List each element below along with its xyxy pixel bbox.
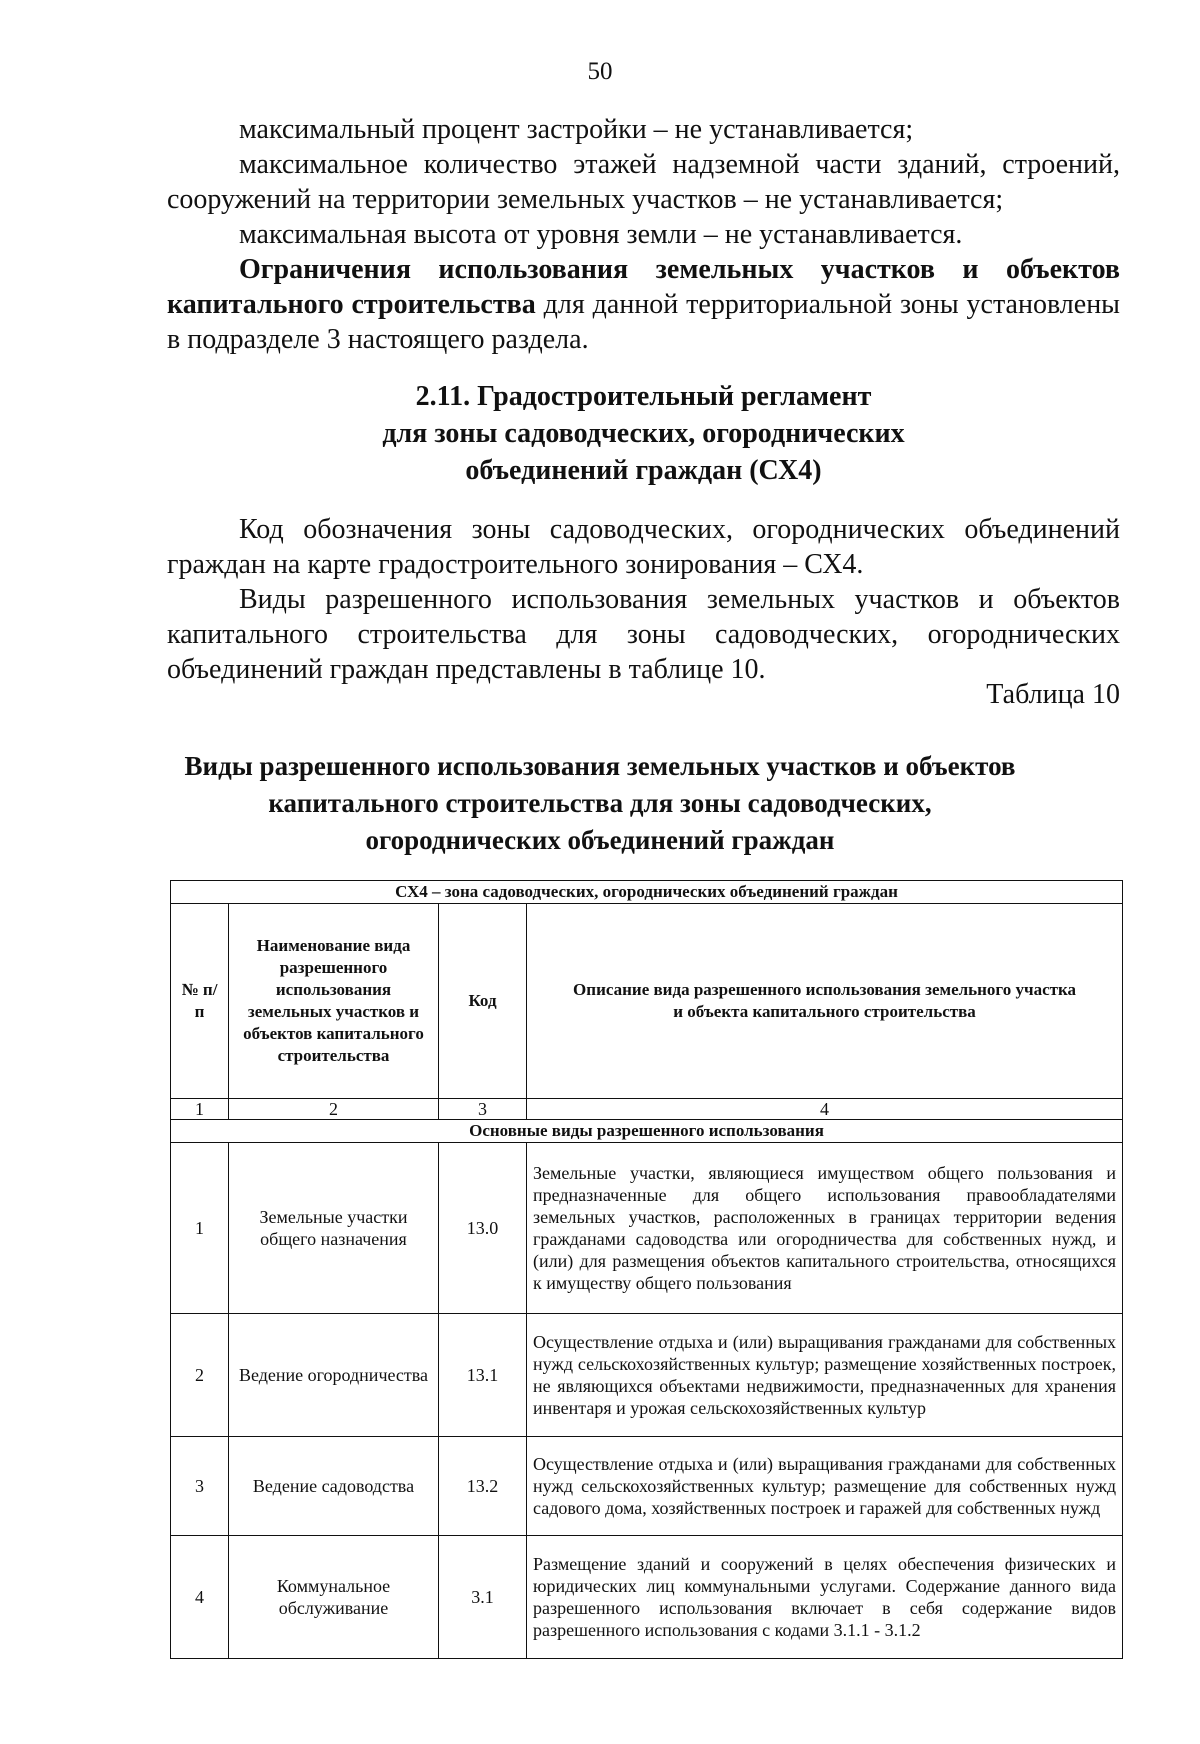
- row-num: 4: [171, 1536, 229, 1659]
- table-title-line-3: огороднических объединений граждан: [365, 825, 835, 855]
- row-num: 3: [171, 1437, 229, 1536]
- table-row: [171, 1437, 1123, 1536]
- intro-height: максимальная высота от уровня земли – не устанавливается.: [239, 219, 963, 250]
- row-num: 2: [171, 1314, 229, 1437]
- intro-floors: максимальное количество этажей надземной части зданий, строений, сооружений на территории земельных участков – не устанавливается;: [167, 149, 1120, 215]
- header-num: № п/п: [171, 904, 229, 1099]
- intro-block: [167, 112, 1120, 357]
- para-usage-types: Виды разрешенного использования земельных участков и объектов капитального строительства для зоны садоводческих, огороднических объединений граждан представлены в таблице 10.: [167, 584, 1120, 685]
- row-code: 3.1: [439, 1536, 527, 1659]
- row-code: 13.0: [439, 1143, 527, 1314]
- section-title-line-2: для зоны садоводческих, огороднических: [382, 418, 905, 449]
- section-title-line-3: объединений граждан (СХ4): [465, 455, 822, 486]
- row-code: 13.2: [439, 1437, 527, 1536]
- section-main-row: [171, 1120, 1123, 1143]
- intro-restriction-bold: Ограничения использования земельных участков и объектов капитального строительства: [167, 254, 1120, 320]
- section-title: [167, 378, 1120, 489]
- row-desc: Размещение зданий и сооружений в целях обеспечения физических и юридических лиц коммунальными услугами. Содержание данного вида разрешенного использования включает в себя содержание видов разрешенного использования с кодами 3.1.1 - 3.1.2: [527, 1536, 1123, 1659]
- para-zone-code: Код обозначения зоны садоводческих, огороднических объединений граждан на карте градостроительного зонирования – СХ4.: [167, 514, 1120, 580]
- column-index: 4: [527, 1099, 1123, 1120]
- column-index-row: [171, 1099, 1123, 1120]
- row-code: 13.1: [439, 1314, 527, 1437]
- row-name: Ведение садоводства: [229, 1437, 439, 1536]
- column-index: 2: [229, 1099, 439, 1120]
- usage-table: [170, 880, 1123, 1659]
- intro-restriction-rest: для данной территориальной зоны установлены в подразделе 3 настоящего раздела.: [167, 289, 1120, 355]
- row-name: Земельные участки общего назначения: [229, 1143, 439, 1314]
- table-label: Таблица 10: [986, 679, 1120, 710]
- row-num: 1: [171, 1143, 229, 1314]
- table-title: [100, 748, 1100, 859]
- table-title-line-1: Виды разрешенного использования земельных участков и объектов: [184, 751, 1016, 781]
- row-desc: Осуществление отдыха и (или) выращивания гражданами для собственных нужд сельскохозяйственных культур; размещение хозяйственных построек, не являющихся объектами недвижимости, предназначенных для хранения инвентаря и урожая сельскохозяйственных культур: [527, 1314, 1123, 1437]
- page-number: 50: [587, 58, 613, 85]
- table-row: [171, 1536, 1123, 1659]
- row-name: Коммунальное обслуживание: [229, 1536, 439, 1659]
- zone-header-row: [171, 881, 1123, 904]
- header-code: Код: [439, 904, 527, 1099]
- table-row: [171, 1314, 1123, 1437]
- row-desc: Осуществление отдыха и (или) выращивания гражданами для собственных нужд сельскохозяйственных культур; размещение для собственных нужд садового дома, хозяйственных построек и гаражей для собственных нужд: [527, 1437, 1123, 1536]
- table-row: [171, 1143, 1123, 1314]
- header-desc: Описание вида разрешенного использования земельного участка и объекта капитального строительства: [527, 904, 1123, 1099]
- intro-restriction: [167, 252, 1120, 357]
- section-title-line-1: 2.11. Градостроительный регламент: [415, 381, 872, 412]
- column-header-row: [171, 904, 1123, 1099]
- intro-percent: максимальный процент застройки – не устанавливается;: [239, 114, 914, 145]
- column-index: 1: [171, 1099, 229, 1120]
- row-name: Ведение огородничества: [229, 1314, 439, 1437]
- row-desc: Земельные участки, являющиеся имуществом общего пользования и предназначенные для общего использования правообладателями земельных участков, расположенных в границах территории ведения гражданами садоводства или огородничества для собственных нужд, и (или) для размещения объектов капитального строительства, относящихся к имуществу общего пользования: [527, 1143, 1123, 1314]
- table-title-line-2: капитального строительства для зоны садоводческих,: [268, 788, 932, 818]
- section-body: [167, 512, 1120, 687]
- header-name: Наименование вида разрешенного использования земельных участков и объектов капитального строительства: [229, 904, 439, 1099]
- zone-header: СХ4 – зона садоводческих, огороднических объединений граждан: [171, 881, 1123, 904]
- column-index: 3: [439, 1099, 527, 1120]
- section-main-label: Основные виды разрешенного использования: [171, 1120, 1123, 1143]
